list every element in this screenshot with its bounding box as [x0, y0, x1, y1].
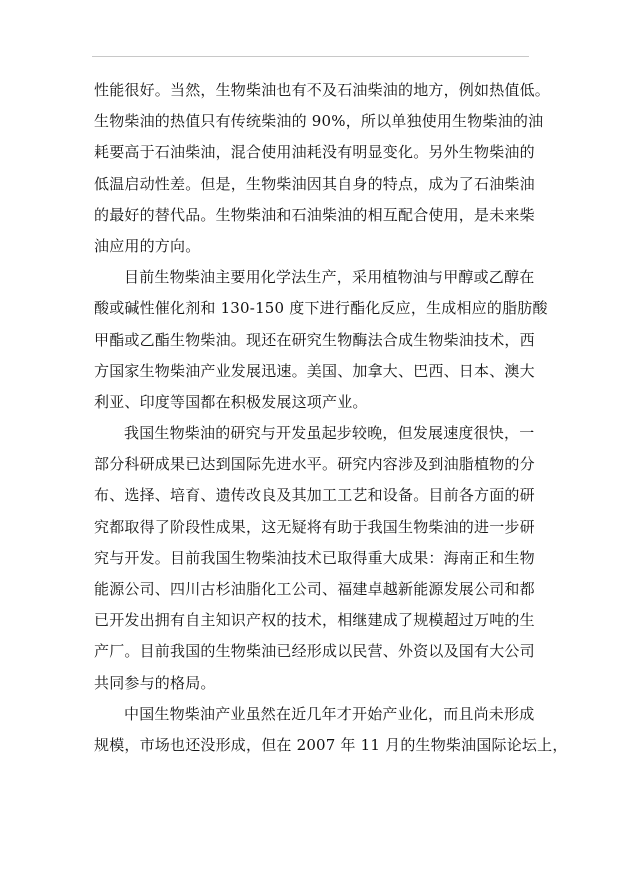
text-line: 究与开发。目前我国生物柴油技术已取得重大成果：海南正和生物	[94, 548, 535, 567]
paragraph-3	[94, 418, 534, 699]
header-divider	[92, 56, 529, 57]
text-line: 能源公司、四川古杉油脂化工公司、福建卓越新能源发展公司和都	[94, 580, 535, 598]
text-line: 已开发出拥有自主知识产权的技术，相继建成了规模超过万吨的生	[94, 611, 535, 630]
text-line: 油应用的方向。	[94, 236, 201, 255]
text-line: 中国生物柴油产业虽然在近几年才开始产业化，而且尚未形成	[124, 704, 535, 723]
text-line: 酸或碱性催化剂和 130-150 度下进行酯化反应，生成相应的脂肪酸	[94, 299, 548, 318]
text-line: 方国家生物柴油产业发展迅速。美国、加拿大、巴西、日本、澳大	[94, 361, 535, 380]
text-line: 目前生物柴油主要用化学法生产，采用植物油与甲醇或乙醇在	[124, 268, 535, 287]
document-body	[94, 75, 568, 761]
text-line: 利亚、印度等国都在积极发展这项产业。	[94, 392, 368, 411]
text-line: 甲酯或乙酯生物柴油。现还在研究生物酶法合成生物柴油技术，西	[94, 330, 535, 349]
paragraph-2	[94, 262, 548, 418]
text-line: 性能很好。当然，生物柴油也有不及石油柴油的地方，例如热值低。	[94, 81, 551, 99]
paragraph-4	[94, 699, 568, 761]
text-line: 生物柴油的热值只有传统柴油的 90%，所以单独使用生物柴油的油	[94, 112, 544, 131]
paragraph-1	[94, 75, 551, 262]
text-line: 的最好的替代品。生物柴油和石油柴油的相互配合使用，是未来柴	[94, 205, 535, 224]
text-line: 低温启动性差。但是，生物柴油因其自身的特点，成为了石油柴油	[94, 174, 535, 193]
text-line: 规模，市场也还没形成，但在 2007 年 11 月的生物柴油国际论坛上，	[94, 735, 568, 754]
text-line: 耗要高于石油柴油，混合使用油耗没有明显变化。另外生物柴油的	[94, 143, 535, 162]
text-line: 我国生物柴油的研究与开发虽起步较晚，但发展速度很快，一	[124, 424, 535, 443]
text-line: 究都取得了阶段性成果，这无疑将有助于我国生物柴油的进一步研	[94, 517, 535, 536]
text-line: 产厂。目前我国的生物柴油已经形成以民营、外资以及国有大公司	[94, 642, 535, 661]
text-line: 部分科研成果已达到国际先进水平。研究内容涉及到油脂植物的分	[94, 455, 535, 474]
text-line: 共同参与的格局。	[94, 673, 216, 692]
text-line: 布、选择、培育、遗传改良及其加工工艺和设备。目前各方面的研	[94, 486, 535, 505]
